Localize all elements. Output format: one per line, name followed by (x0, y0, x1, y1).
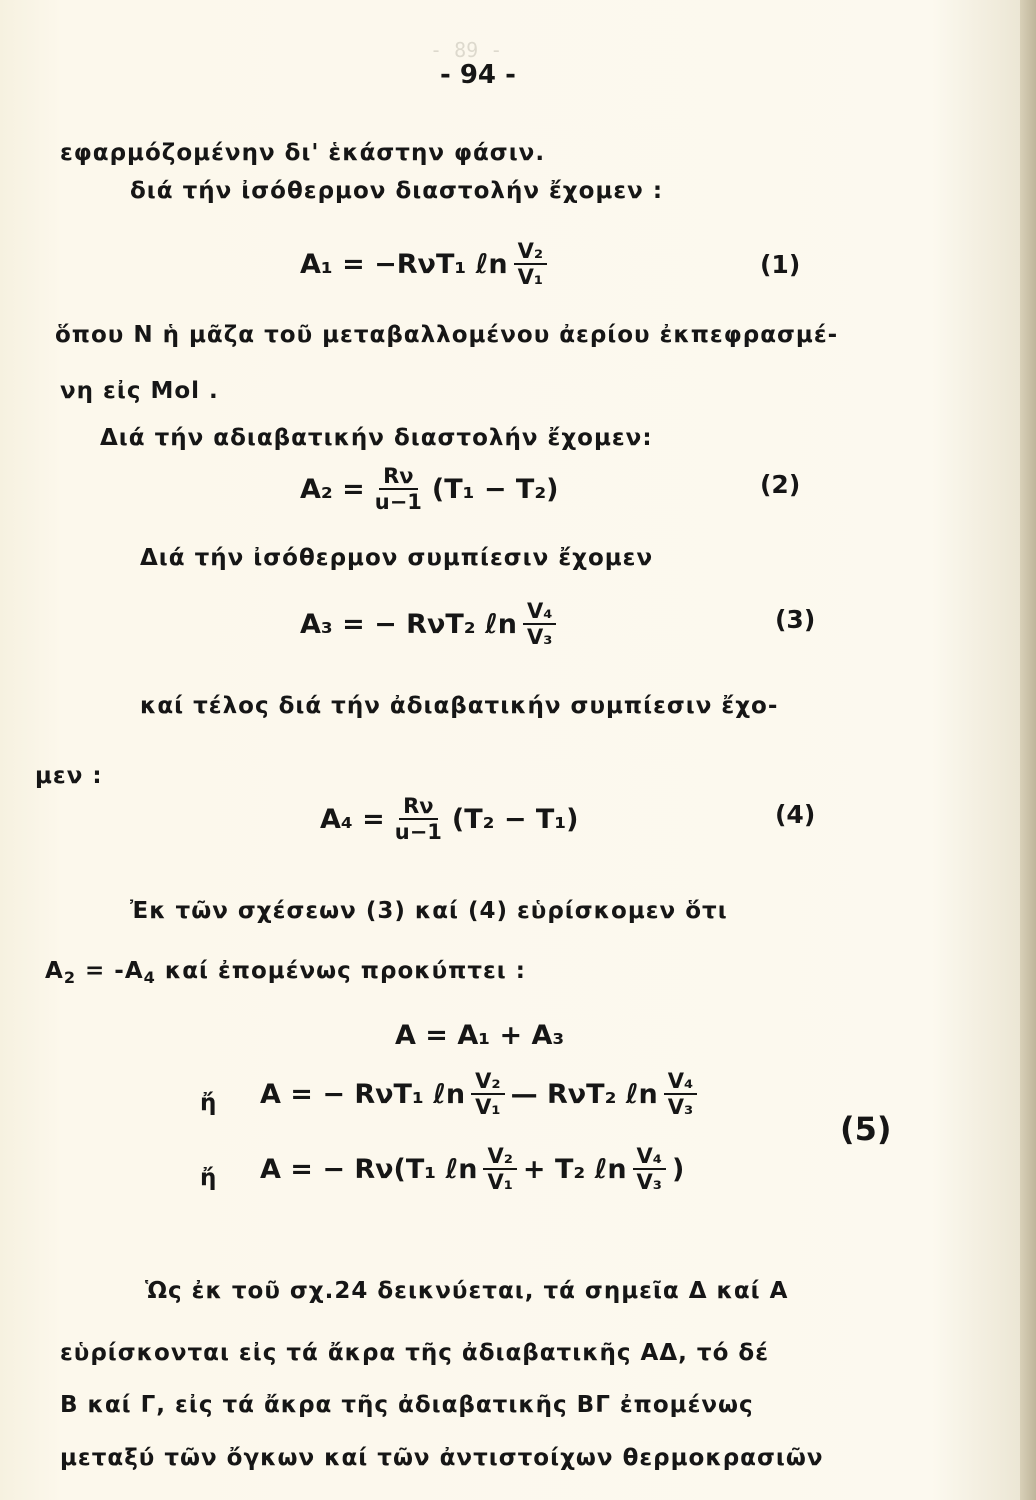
equation-5b-fraction-2 (664, 1070, 697, 1118)
text-line-5: Διά τήν αδιαβατικήν διαστολήν ἔχομεν: (100, 425, 653, 451)
equation-5c-part3: ) (672, 1153, 685, 1185)
equation-5b-den-1: V₁ (475, 1095, 501, 1120)
equation-4 (320, 795, 579, 843)
equation-5b-num-1: V₂ (471, 1070, 504, 1095)
text-line-3: ὅπου Ν ἡ μᾶζα τοῦ μεταβαλλομένου ἀερίου ἐκπεφρασμέ- (55, 322, 839, 348)
equation-1-fraction (514, 240, 547, 288)
text-line-10-a: A (45, 958, 64, 984)
equation-1-denominator: V₁ (517, 265, 544, 290)
equation-5c-part2: + T₂ ℓn (522, 1153, 627, 1185)
equation-5c-fraction-1 (483, 1145, 516, 1193)
equation-5b-part2: — RνT₂ ℓn (510, 1078, 658, 1110)
equation-5c-num-2: V₄ (633, 1145, 666, 1170)
text-line-8: μεν : (35, 763, 103, 789)
equation-5c-den-1: V₁ (487, 1170, 513, 1195)
or-marker-1: ἤ (200, 1090, 218, 1116)
equation-4-denominator: u−1 (394, 820, 442, 845)
text-line-10-e: καί ἐπομένως προκύπτει : (155, 958, 526, 984)
text-line-1: εφαρμόζομένην δι' ἑκάστην φάσιν. (60, 140, 546, 166)
equation-4-number: (4) (775, 800, 816, 829)
equation-5-factored (260, 1145, 684, 1193)
page-number: - 94 - (440, 60, 516, 90)
text-line-6: Διά τήν ἰσόθερμον συμπίεσιν ἔχομεν (140, 545, 654, 571)
equation-2-numerator: Rν (379, 465, 417, 490)
text-line-13: Ὡς ἐκ τοῦ σχ.24 δεικνύεται, τά σημεῖα Δ καί Α (145, 1278, 789, 1304)
text-line-10-sub-2: 2 (63, 967, 77, 987)
text-line-10-sub-4: 4 (143, 967, 156, 987)
equation-5c-part1: A = − Rν(T₁ ℓn (260, 1153, 478, 1185)
equation-4-fraction (391, 795, 446, 843)
equation-5c-num-1: V₂ (483, 1145, 516, 1170)
equation-4-rhs: (T₂ − T₁) (451, 803, 579, 835)
equation-4-numerator: Rν (399, 795, 437, 820)
equation-1-lhs: A₁ = −RνT₁ ℓn (300, 248, 508, 280)
equation-3-denominator: V₃ (526, 625, 553, 650)
text-line-2: διά τήν ἰσόθερμον διαστολήν ἔχομεν : (130, 178, 664, 204)
equation-3 (300, 600, 562, 648)
or-marker-2: ἤ (200, 1165, 218, 1191)
equation-5-number: (5) (840, 1110, 892, 1148)
text-line-16: μεταξύ τῶν ὄγκων καί τῶν ἀντιστοίχων θερμοκρασιῶν (60, 1445, 824, 1471)
equation-2-fraction (371, 465, 426, 513)
equation-5b-den-2: V₃ (667, 1095, 694, 1120)
equation-2-denominator: u−1 (374, 490, 422, 515)
equation-2-rhs: (T₁ − T₂) (431, 473, 559, 505)
equation-5c-den-2: V₃ (636, 1170, 662, 1195)
text-line-14: εὑρίσκονται εἰς τά ἄκρα τῆς ἀδιαβατικῆς ΑΔ, τό δέ (60, 1340, 769, 1366)
equation-5-expanded (260, 1070, 703, 1118)
equation-3-number: (3) (775, 605, 816, 634)
equation-2 (300, 465, 559, 513)
equation-5b-num-2: V₄ (664, 1070, 697, 1095)
bleed-through-header: - 89 - (430, 38, 503, 62)
equation-4-lhs: A₄ = (320, 803, 385, 835)
text-line-7: καί τέλος διά τήν ἀδιαβατικήν συμπίεσιν ἔχο- (140, 693, 779, 719)
equation-5c-fraction-2 (633, 1145, 666, 1193)
equation-1-numerator: V₂ (514, 240, 547, 265)
equation-5-sum: A = A₁ + A₃ (395, 1020, 565, 1051)
equation-2-number: (2) (760, 470, 801, 499)
equation-3-numerator: V₄ (523, 600, 556, 625)
text-line-10-c: = -A (76, 958, 144, 984)
text-line-10 (45, 958, 526, 987)
equation-2-lhs: A₂ = (300, 473, 365, 505)
equation-3-lhs: A₃ = − RνT₂ ℓn (300, 608, 517, 640)
equation-5b-fraction-1 (471, 1070, 504, 1118)
equation-5b-part1: A = − RνT₁ ℓn (260, 1078, 466, 1110)
text-line-9: Ἐκ τῶν σχέσεων (3) καί (4) εὑρίσκομεν ὅτι (130, 898, 728, 924)
text-line-15: Β καί Γ, εἰς τά ἄκρα τῆς ἀδιαβατικῆς ΒΓ ἐπομένως (60, 1392, 754, 1418)
page-binding-edge (1020, 0, 1036, 1500)
equation-1-number: (1) (760, 250, 801, 279)
equation-1 (300, 240, 553, 288)
equation-3-fraction (523, 600, 556, 648)
text-line-4: νη εἰς Mol . (60, 378, 219, 404)
